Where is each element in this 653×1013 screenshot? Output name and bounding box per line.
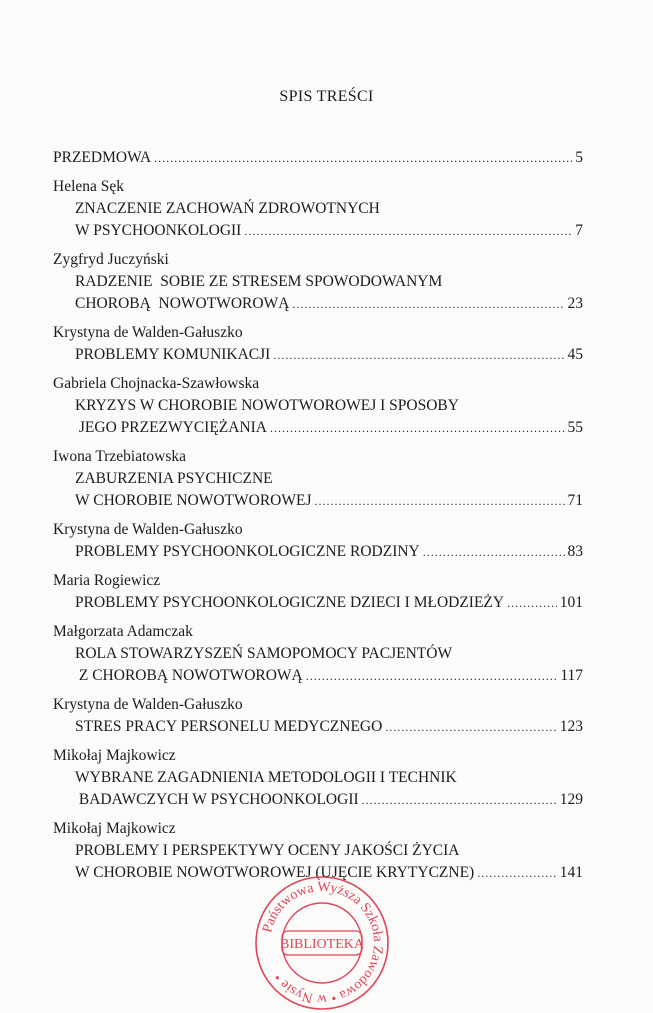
entry-title-line (53, 541, 583, 563)
entry-title-line (53, 220, 583, 242)
toc-entry (53, 249, 583, 315)
entry-title: RADZENIE SOBIE ZE STRESEM SPOWODOWANYM (75, 273, 443, 290)
entry-title: JEGO PRZEZWYCIĘŻANIA (75, 419, 268, 436)
dot-leader (385, 716, 556, 738)
page-number: 141 (559, 864, 583, 881)
entry-title-line (53, 344, 583, 366)
entry-author: Krystyna de Walden-Gałuszko (53, 696, 243, 713)
page-number: 71 (567, 492, 583, 509)
entry-title: PROBLEMY I PERSPEKTYWY OCENY JAKOŚCI ŻYCIA (75, 842, 460, 859)
entry-title: Z CHOROBĄ NOWOTWOROWĄ (75, 667, 303, 684)
entry-title-line (53, 716, 583, 738)
entry-title: STRES PRACY PERSONELU MEDYCZNEGO (75, 718, 383, 735)
toc-entry (53, 176, 583, 242)
entry-title-line (53, 293, 583, 315)
entry-title: W CHOROBIE NOWOTWOROWEJ (UJĘCIE KRYTYCZNE) (75, 864, 475, 881)
entry-author: Krystyna de Walden-Gałuszko (53, 521, 243, 538)
table-of-contents (53, 147, 583, 884)
dot-leader (270, 417, 564, 439)
toc-entry (53, 373, 583, 439)
entry-title-line (53, 789, 583, 811)
entry-title-line (53, 592, 583, 614)
dot-leader (423, 541, 565, 563)
entry-title-line (53, 490, 583, 512)
dot-leader (477, 862, 557, 884)
toc-entry (53, 322, 583, 366)
dot-leader (292, 293, 564, 315)
preface-title: PRZEDMOWA (53, 149, 152, 166)
entry-title: BADAWCZYCH W PSYCHOONKOLOGII (75, 791, 359, 808)
entry-title: KRYZYS W CHOROBIE NOWOTWOROWEJ I SPOSOBY (75, 397, 459, 414)
page-number: 5 (575, 149, 583, 166)
entry-author: Małgorzata Adamczak (53, 623, 193, 640)
entry-author: Maria Rogiewicz (53, 572, 161, 589)
entry-author: Mikołaj Majkowicz (53, 747, 176, 764)
toc-entry (53, 446, 583, 512)
page-number: 117 (560, 667, 583, 684)
entry-title: ZABURZENIA PSYCHICZNE (75, 470, 273, 487)
dot-leader (273, 344, 564, 366)
dot-leader (306, 665, 558, 687)
dot-leader (507, 592, 557, 614)
toc-entry (53, 745, 583, 811)
page-number: 83 (567, 543, 583, 560)
toc-entry (53, 621, 583, 687)
entry-title: WYBRANE ZAGADNIENIA METODOLOGII I TECHNIK (75, 769, 457, 786)
dot-leader (315, 490, 565, 512)
dot-leader (362, 789, 557, 811)
entry-title: PROBLEMY KOMUNIKACJI (75, 346, 271, 363)
entry-author: Gabriela Chojnacka-Szawłowska (53, 375, 260, 392)
toc-entry (53, 519, 583, 563)
page-number: 129 (559, 791, 583, 808)
page-number: 7 (575, 222, 583, 239)
svg-text:Państwowa Wyższa Szkoła Zawodo: Państwowa Wyższa Szkoła Zawodowa • w Nysie • (260, 879, 386, 1007)
page-number: 23 (567, 295, 583, 312)
entry-title-line (53, 665, 583, 687)
entry-title: PROBLEMY PSYCHOONKOLOGICZNE DZIECI I MŁODZIEŻY (75, 594, 505, 611)
entry-title-line (53, 417, 583, 439)
entry-title: CHOROBĄ NOWOTWOROWĄ (75, 295, 290, 312)
entry-author: Iwona Trzebiatowska (53, 448, 187, 465)
page-title: SPIS TREŚCI (279, 88, 374, 105)
entry-title: PROBLEMY PSYCHOONKOLOGICZNE RODZINY (75, 543, 420, 560)
entry-author: Helena Sęk (53, 178, 125, 195)
entry-author: Krystyna de Walden-Gałuszko (53, 324, 243, 341)
page-number: 55 (567, 419, 583, 436)
svg-text:BIBLIOTEKA: BIBLIOTEKA (280, 937, 364, 952)
entry-title: W CHOROBIE NOWOTWOROWEJ (75, 492, 312, 509)
entry-title: ROLA STOWARZYSZEŃ SAMOPOMOCY PACJENTÓW (75, 645, 453, 662)
toc-preface (53, 147, 583, 169)
dot-leader (244, 220, 572, 242)
toc-entry (53, 694, 583, 738)
toc-entry (53, 570, 583, 614)
entry-author: Mikołaj Majkowicz (53, 820, 176, 837)
entry-title: W PSYCHOONKOLOGII (75, 222, 242, 239)
page-number: 123 (559, 718, 583, 735)
library-stamp (252, 873, 392, 1013)
dot-leader (154, 147, 572, 169)
page-number: 45 (567, 346, 583, 363)
entry-author: Zygfryd Juczyński (53, 251, 169, 268)
page-number: 101 (559, 594, 583, 611)
entry-title: ZNACZENIE ZACHOWAŃ ZDROWOTNYCH (75, 200, 380, 217)
